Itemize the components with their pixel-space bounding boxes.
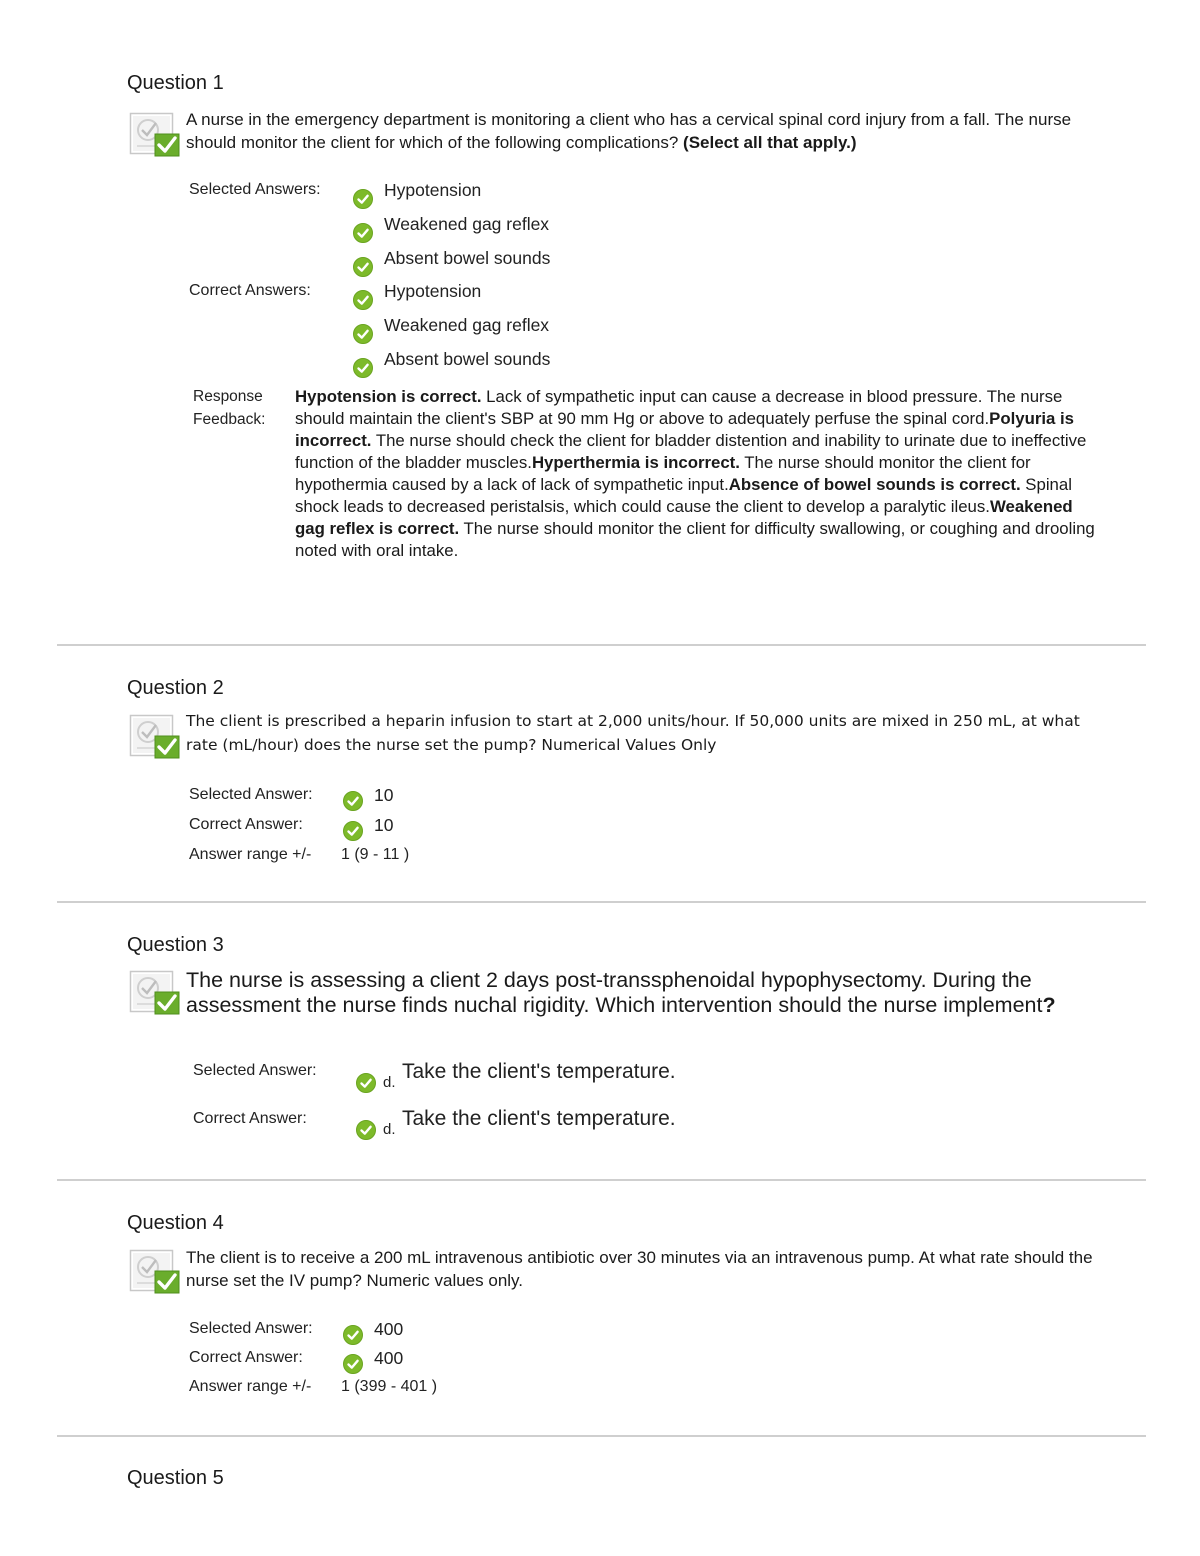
- check-circle-icon: [343, 1325, 363, 1345]
- response-feedback-text: [295, 386, 1095, 562]
- question-4-text: The client is to receive a 200 mL intravenous antibiotic over 30 minutes via an intravenous pump. At what rate should the nurse set the IV pump? Numeric values only.: [186, 1248, 1093, 1290]
- selected-answer-1: Hypotension: [384, 180, 482, 200]
- question-3-question-mark: ?: [1042, 993, 1056, 1017]
- selected-answer-value: 10: [374, 785, 394, 805]
- question-1-text-body: A nurse in the emergency department is monitoring a client who has a cervical spinal cord injury from a fall. The nurse should monitor the client for which of the following complications?: [186, 110, 1072, 152]
- question-1-text: [186, 108, 1106, 154]
- correct-answer-icon: [129, 110, 181, 158]
- question-2-title: Question 2: [127, 677, 224, 699]
- feedback-text: The nurse should check the client for bladder distention and inability to urinate due to ineffective function of the bladder muscles.: [295, 431, 1087, 472]
- question-4-title: Question 4: [127, 1212, 224, 1234]
- feedback-bold: Absence of bowel sounds is correct.: [728, 475, 1021, 494]
- question-3-text-body: The nurse is assessing a client 2 days post-transsphenoidal hypophysectomy. During the assessment the nurse finds nuchal rigidity. Which intervention should the nurse implement: [186, 968, 1043, 1017]
- feedback-text: Spinal shock leads to decreased peristalsis, which could cause the client to develop a paralytic ileus.: [295, 475, 1072, 516]
- selected-answer-label: Selected Answer:: [189, 1320, 313, 1337]
- check-circle-icon: [356, 1120, 376, 1140]
- feedback-bold: Hyperthermia is incorrect.: [531, 453, 740, 472]
- correct-answer-icon: [129, 968, 181, 1016]
- correct-answer-letter: d.: [383, 1121, 396, 1138]
- feedback-bold: Hypotension is correct.: [295, 387, 482, 406]
- check-circle-icon: [356, 1073, 376, 1093]
- answer-range-value: 1 (399 - 401 ): [341, 1378, 438, 1395]
- check-circle-icon: [353, 358, 373, 378]
- selected-answer-letter: d.: [383, 1074, 396, 1091]
- question-2-text: The client is prescribed a heparin infusion to start at 2,000 units/hour. If 50,000 units are mixed in 250 mL, at what rate (mL/hour) does the nurse set the pump? Numerical Values Only: [186, 712, 1080, 754]
- correct-answer-value: 10: [374, 815, 394, 835]
- check-circle-icon: [353, 290, 373, 310]
- feedback-text: The nurse should monitor the client for difficulty swallowing, or coughing and drooling noted with oral intake.: [295, 519, 1095, 560]
- answer-range-label: Answer range +/-: [189, 846, 312, 863]
- check-circle-icon: [343, 821, 363, 841]
- correct-answer-label: Correct Answer:: [189, 816, 303, 833]
- divider: [57, 901, 1146, 903]
- selected-answer-label: Selected Answer:: [189, 786, 313, 803]
- correct-answer-icon: [129, 712, 181, 760]
- selected-answer-value: Take the client's temperature.: [402, 1060, 676, 1083]
- check-circle-icon: [343, 791, 363, 811]
- feedback-text: Lack of sympathetic input can cause a decrease in blood pressure. The nurse should maintain the client's SBP at 90 mm Hg or above to adequately perfuse the spinal cord.: [295, 387, 1063, 428]
- feedback-bold: Polyuria is incorrect.: [295, 409, 1075, 450]
- check-circle-icon: [353, 257, 373, 277]
- answer-range-value: 1 (9 - 11 ): [341, 846, 410, 863]
- correct-answer-1: Hypotension: [384, 281, 482, 301]
- correct-answer-label: Correct Answer:: [189, 1349, 303, 1366]
- answer-range-label: Answer range +/-: [189, 1378, 312, 1395]
- divider: [57, 1179, 1146, 1181]
- question-3-title: Question 3: [127, 934, 224, 956]
- divider: [57, 1435, 1146, 1437]
- question-1-title: Question 1: [127, 72, 224, 94]
- response-feedback-label: Response: [193, 388, 263, 405]
- selected-answer-label: Selected Answer:: [193, 1062, 317, 1079]
- feedback-bold: Weakened gag reflex is correct.: [295, 497, 1073, 538]
- response-feedback-label-2: Feedback:: [193, 411, 266, 428]
- check-circle-icon: [353, 223, 373, 243]
- question-1-select-all-note: (Select all that apply.): [683, 133, 857, 152]
- correct-answer-2: Weakened gag reflex: [384, 315, 550, 335]
- check-circle-icon: [353, 324, 373, 344]
- correct-answers-label: Correct Answers:: [189, 282, 311, 299]
- divider: [57, 644, 1146, 646]
- selected-answer-value: 400: [374, 1319, 404, 1339]
- correct-answer-label: Correct Answer:: [193, 1110, 307, 1127]
- question-3-text: [186, 968, 1086, 1018]
- correct-answer-icon: [129, 1247, 181, 1295]
- correct-answer-value: 400: [374, 1348, 404, 1368]
- selected-answer-2: Weakened gag reflex: [384, 214, 550, 234]
- question-5-title: Question 5: [127, 1467, 224, 1489]
- feedback-text: The nurse should monitor the client for hypothermia caused by a lack of lack of sympathetic input.: [295, 453, 1031, 494]
- correct-answer-value: Take the client's temperature.: [402, 1107, 676, 1130]
- check-circle-icon: [353, 189, 373, 209]
- selected-answers-label: Selected Answers:: [189, 181, 321, 198]
- check-circle-icon: [343, 1354, 363, 1374]
- selected-answer-3: Absent bowel sounds: [384, 248, 551, 268]
- correct-answer-3: Absent bowel sounds: [384, 349, 551, 369]
